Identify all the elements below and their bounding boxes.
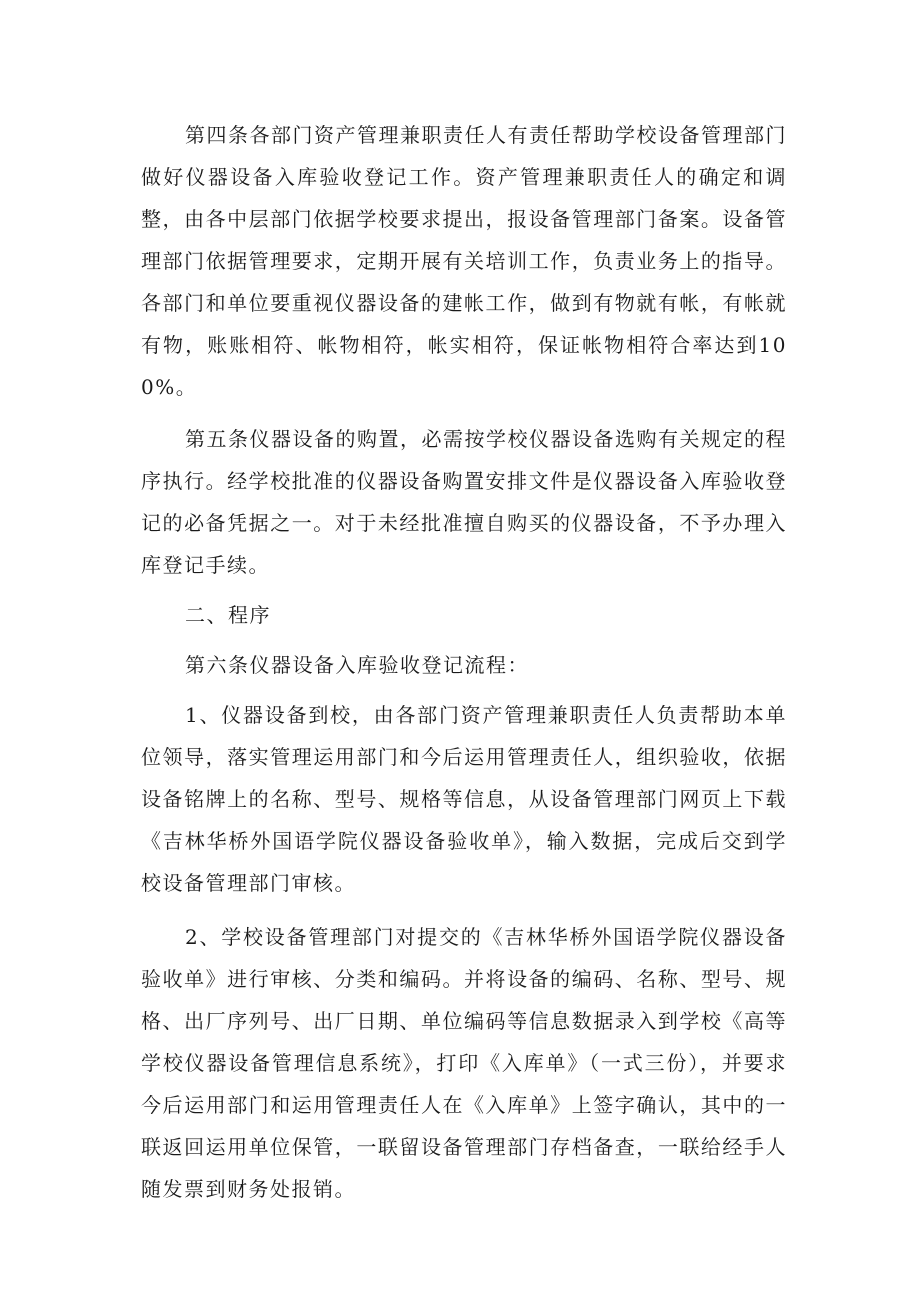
section-heading-procedure: 二、程序 xyxy=(185,603,271,627)
paragraph-step-1: 1、仪器设备到校，由各部门资产管理兼职责任人负责帮助本单位领导，落实管理运用部门和今后运用管理责任人，组织验收，依据设备铭牌上的名称、型号、规格等信息，从设备管理部门网页上下载《吉林华桥外国语学院仪器设备验收单》，输入数据，完成后交到学校设备管理部门审核。 xyxy=(141,703,787,895)
paragraph-step-2: 2、学校设备管理部门对提交的《吉林华桥外国语学院仪器设备验收单》进行审核、分类和编码。并将设备的编码、名称、型号、规格、出厂序列号、出厂日期、单位编码等信息数据录入到学校《高等学校仪器设备管理信息系统》，打印《入库单》（一式三份），并要求今后运用部门和运用管理责任人在《入库单》上签字确认，其中的一联返回运用单位保管，一联留设备管理部门存档备查，一联给经手人随发票到财务处报销。 xyxy=(141,925,787,1201)
paragraph-article-4: 第四条各部门资产管理兼职责任人有责任帮助学校设备管理部门做好仪器设备入库验收登记工作。资产管理兼职责任人的确定和调整，由各中层部门依据学校要求提出，报设备管理部门备案。设备管理部门依据管理要求，定期开展有关培训工作，负责业务上的指导。各部门和单位要重视仪器设备的建帐工作，做到有物就有帐，有帐就有物，账账相符、帐物相符，帐实相符，保证帐物相符合率达到100%。 xyxy=(141,123,787,399)
paragraph-article-5: 第五条仪器设备的购置，必需按学校仪器设备选购有关规定的程序执行。经学校批准的仪器设备购置安排文件是仪器设备入库验收登记的必备凭据之一。对于未经批准擅自购买的仪器设备，不予办理入库登记手续。 xyxy=(141,427,787,577)
paragraph-article-6: 第六条仪器设备入库验收登记流程： xyxy=(185,653,529,677)
document-body xyxy=(141,114,787,1210)
